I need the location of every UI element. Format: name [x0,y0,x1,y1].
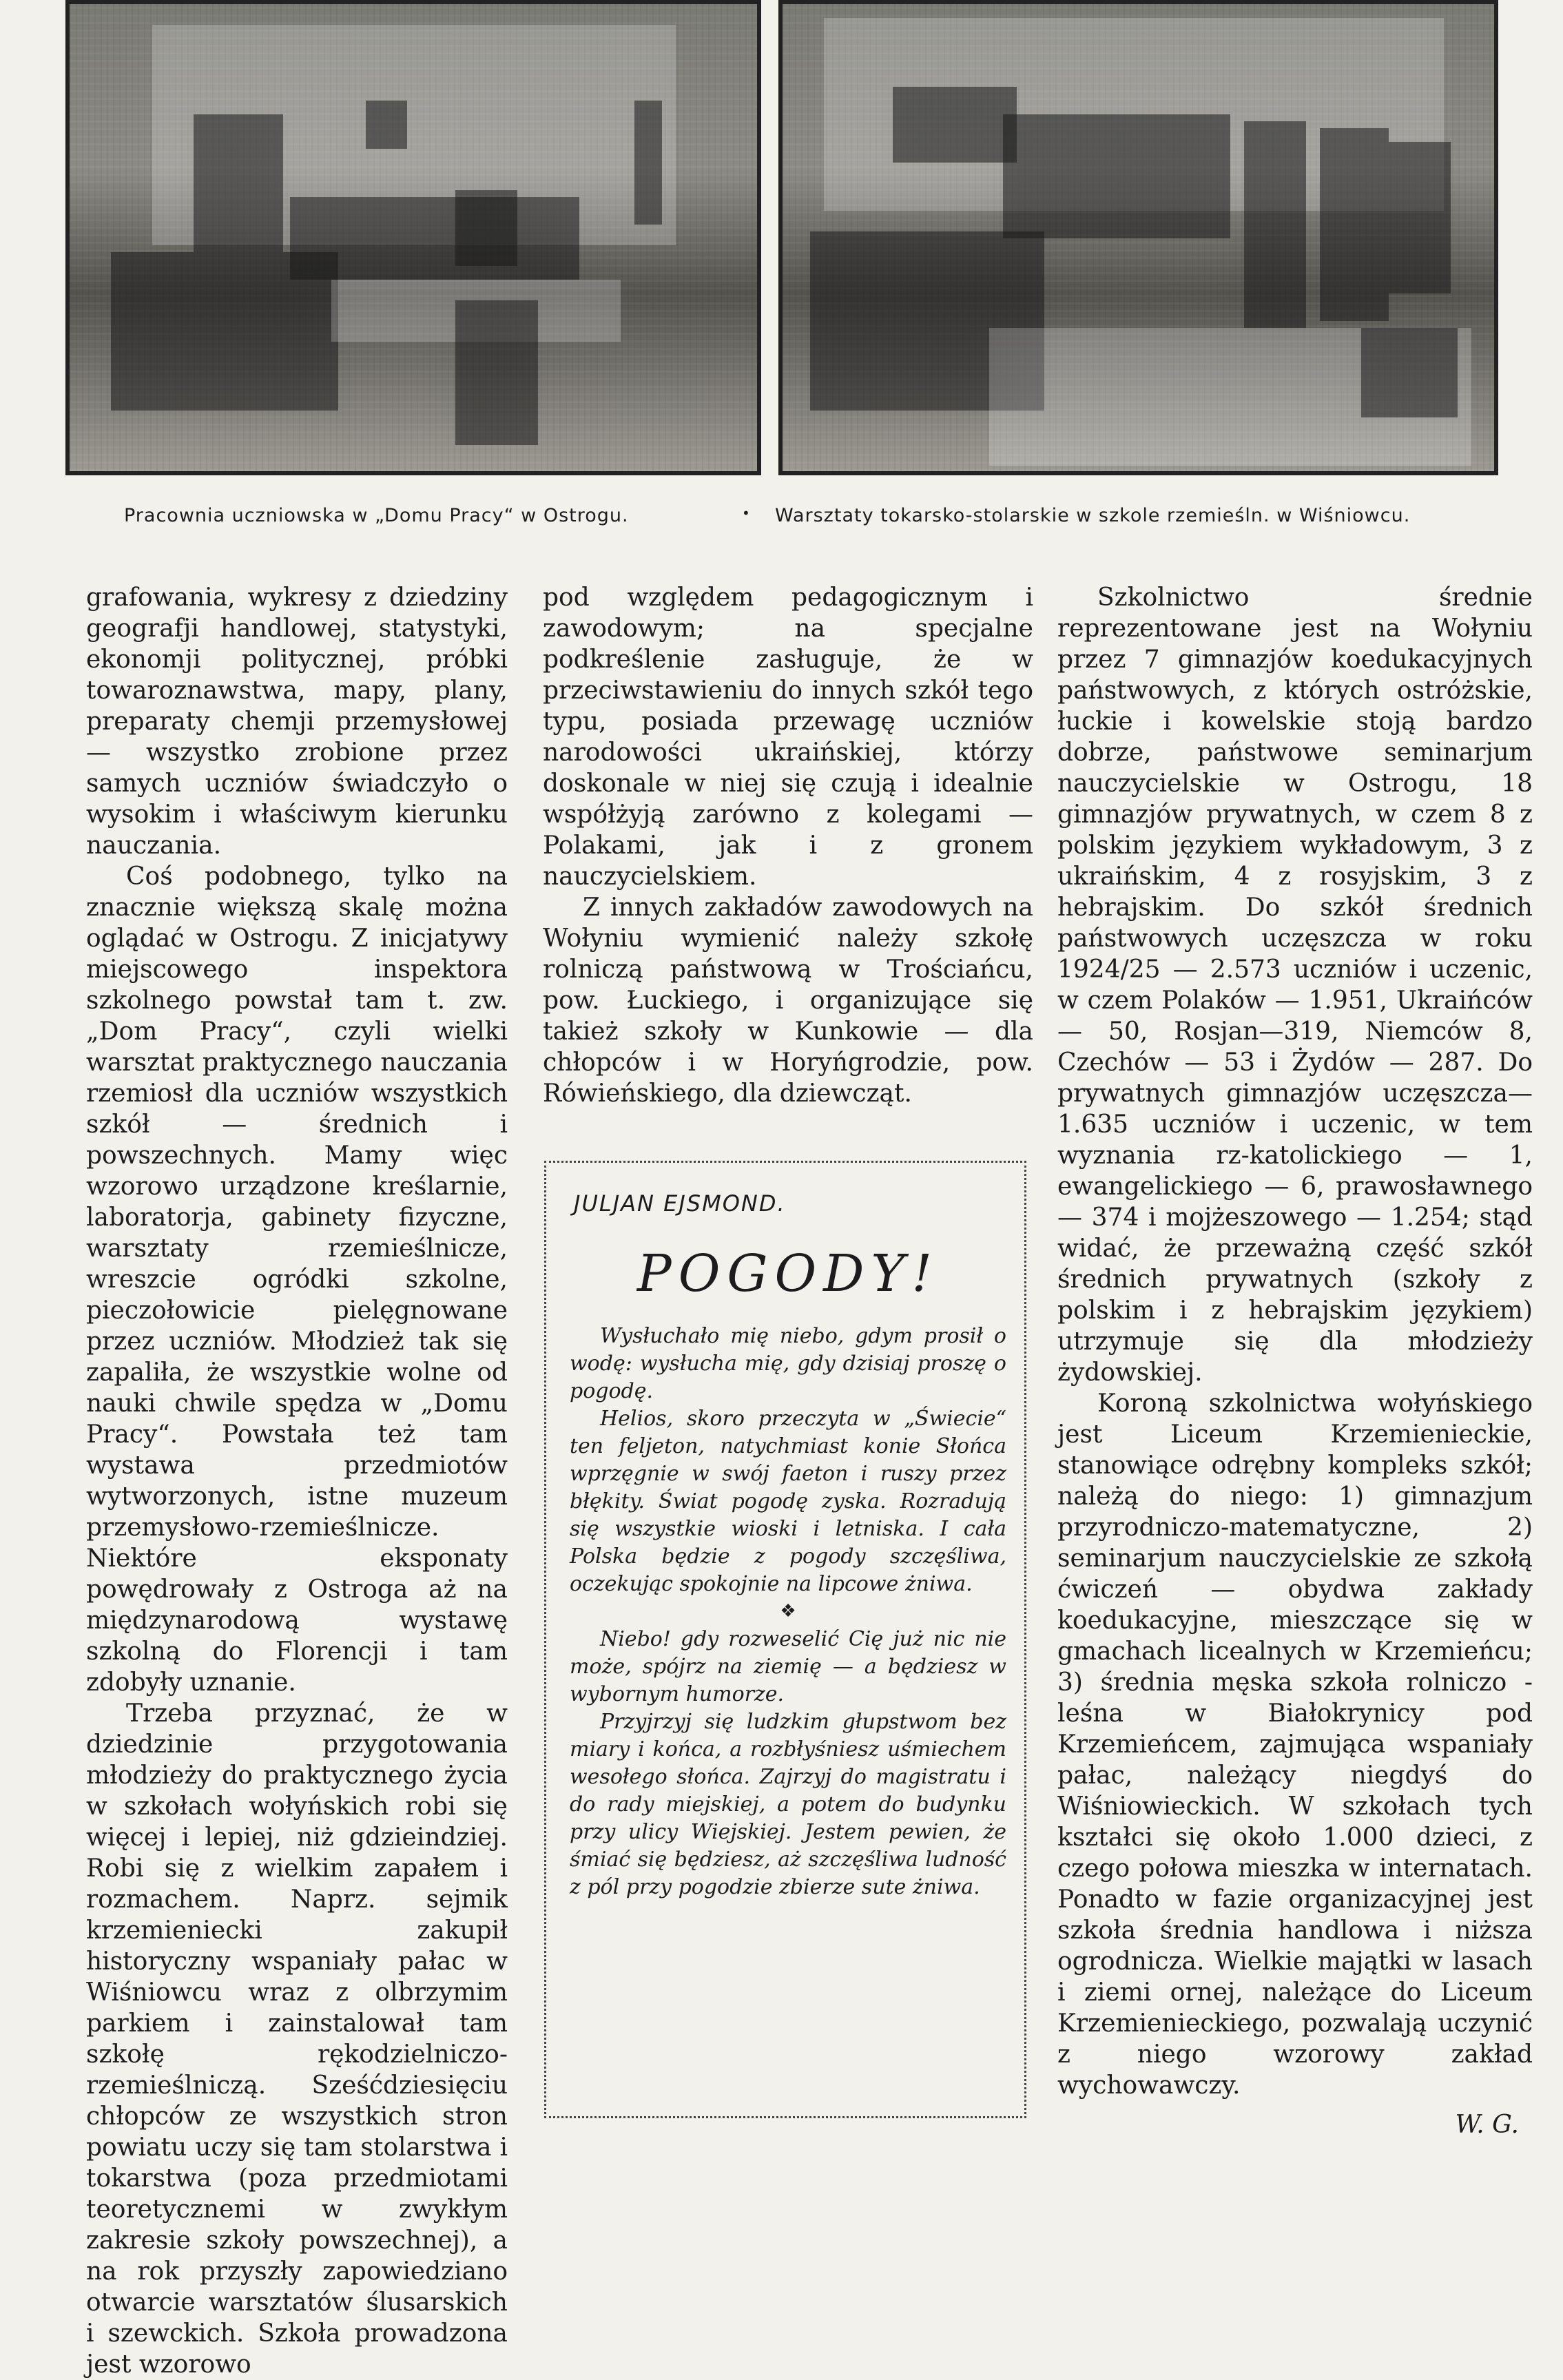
poem-box [544,1161,1026,2118]
poem-title: POGODY! [636,1244,940,1303]
paragraph: Coś podobnego, tylko na znacznie większą skalę można oglądać w Ostrogu. Z inicjatywy miejscowego inspektora szkolnego powstał tam t. zw. „Dom Pracy“, czyli wielki warsztat praktycznego nauczania rzemiosł dla uczniów wszystkich szkół — średnich i powszechnych. Mamy więc wzorowo urządzone kreślarnie, laboratorja, gabinety fizyczne, warsztaty rzemieślnicze, wreszcie ogródki szkolne, pieczołowicie pielęgnowane przez uczniów. Młodzież tak się zapaliła, że wszystkie wolne od nauki chwile spędza w „Domu Pracy“. Powstała też tam wystawa przedmiotów wytworzonych, istne muzeum przemysłowo-rzemieślnicze. Niektóre eksponaty powędrowały z Ostroga aż na międzynarodową wystawę szkolną do Florencji i tam zdobyły uznanie. [86,862,508,1697]
poem-author: JULJAN EJSMOND. [574,1190,786,1217]
paragraph: Trzeba przyznać, że w dziedzinie przygotowania młodzieży do praktycznego życia w szkołach wołyńskich robi się więcej i lepiej, niż gdzieindziej. Robi się z wielkim zapałem i rozmachem. Naprz. sejmik krzemieniecki zakupił historyczny wspaniały pałac w Wiśniowcu wraz z olbrzymim parkiem i zainstalował tam szkołę rękodzielniczo-rzemieślniczą. Sześćdziesięciu chłopców ze wszystkich stron powiatu uczy się tam stolarstwa i tokarstwa (poza przedmiotami teoretycznemi w zwykłym zakresie szkoły powszechnej), a na rok przyszły zapowiedziano otwarcie warsztatów ślusarskich i szewckich. Szkoła prowadzona jest wzorowo [86,1699,508,2379]
paragraph: Z innych zakładów zawodowych na Wołyniu wymienić należy szkołę rolniczą państwową w Trościańcu, pow. Łuckiego, i organizujące się takież szkoły w Kunkowie — dla chłopców i w Horyńgrodzie, pow. Rówieńskiego, dla dziewcząt. [543,893,1033,1108]
poem-paragraph: Przyjrzyj się ludzkim głupstwom bez miary i końca, a rozbłyśniesz uśmiechem wesołego słońca. Zajrzyj do magistratu i do rady miejskiej, a potem do budynku przy ulicy Wiejskiej. Jestem pewien, że śmiać się będziesz, aż szczęśliwa ludność z pól przy pogodzie zbierze sute żniwa. [570,1710,1006,1899]
author-signature: W. G. [1455,2111,1519,2139]
caption-right: Warsztaty tokarsko-stolarskie w szkole rzemieśln. w Wiśniowcu. [775,505,1411,526]
poem-paragraph: Helios, skoro przeczyta w „Świecie“ ten feljeton, natychmiast konie Słońca wprzęgnie w swój faeton i ruszy przez błękity. Świat pogodę zyska. Rozradują się wszystkie wioski i letniska. I cała Polska będzie z pogody szczęśliwa, oczekując spokojnie na lipcowe żniwa. [570,1407,1006,1596]
photo-student-workshop-ostrog [65,0,761,475]
paragraph: grafowania, wykresy z dziedziny geografji handlowej, statystyki, ekonomji politycznej, próbki towaroznawstwa, mapy, plany, preparaty chemji przemysłowej — wszystko zrobione przez samych uczniów świadczyło o wysokim i właściwym kierunku nauczania. [86,583,508,860]
photo-lathe-carpentry-workshop-wisniowiec [778,0,1498,475]
poem-paragraph: Niebo! gdy rozweselić Cię już nic nie może, spójrz na ziemię — a będziesz w wybornym humorze. [570,1627,1006,1706]
photo-captions [96,505,1509,539]
paragraph: pod względem pedagogicznym i zawodowym; na specjalne podkreślenie zasługuje, że w przeciwstawieniu do innych szkół tego typu, posiada przewagę uczniów narodowości ukraińskiej, którzy doskonale w niej się czują i idealnie współżyją zarówno z kolegami — Polakami, jak i z gronem nauczycielskiem. [543,583,1033,891]
paragraph: Koroną szkolnictwa wołyńskiego jest Liceum Krzemienieckie, stanowiące odrębny kompleks szkół; należą do niego: 1) gimnazjum przyrodniczo-matematyczne, 2) seminarjum nauczycielskie ze szkołą ćwiczeń — obydwa zakłady koedukacyjne, mieszczące się w gmachach licealnych w Krzemieńcu; 3) średnia męska szkoła rolniczo - leśna w Białokrynicy pod Krzemieńcem, zajmująca wspaniały pałac, należący niegdyś do Wiśniowieckich. W szkołach tych kształci się około 1.000 dzieci, z czego połowa mieszka w internatach. Ponadto w fazie organizacyjnej jest szkoła średnia handlowa i niższa ogrodnicza. Wielkie majątki w lasach i ziemi ornej, należące do Liceum Krzemienieckiego, pozwalają uczynić z niego wzorowy zakład wychowawczy. [1057,1389,1533,2100]
paragraph: Szkolnictwo średnie reprezentowane jest na Wołyniu przez 7 gimnazjów koedukacyjnych państwowych, z których ostróżskie, łuckie i kowelskie stoją bardzo dobrze, państwowe seminarjum nauczycielskie w Ostrogu, 18 gimnazjów prywatnych, w czem 8 z polskim językiem wykładowym, 3 z ukraińskim, 4 z rosyjskim, 3 z hebrajskim. Do szkół średnich państwowych uczęszcza w roku 1924/25 — 2.573 uczniów i uczenic, w czem Polaków — 1.951, Ukraińców — 50, Rosjan—319, Niemców 8, Czechów — 53 i Żydów — 287. Do prywatnych gimnazjów uczęszcza— 1.635 uczniów i uczenic, w tem wyznania rz-katolickiego — 1, ewangelickiego — 6, prawosławnego — 374 i mojżeszowego — 1.254; stąd widać, że przeważną część szkół średnich prywatnych (szkoły z polskim i z hebrajskim językiem) utrzymuje się dla młodzieży żydowskiej. [1057,583,1533,1387]
ornament-icon: ❖ [780,1601,796,1622]
column-left [86,582,508,2380]
poem-paragraph: Wysłuchało mię niebo, gdym prosił o wodę: wysłucha mię, gdy dzisiaj proszę o pogodę. [570,1324,1006,1403]
column-middle [543,582,1033,1109]
caption-separator-mark: • [742,505,751,521]
caption-left: Pracownia uczniowska w „Domu Pracy“ w Ostrogu. [124,505,629,526]
column-right [1057,582,1533,2140]
